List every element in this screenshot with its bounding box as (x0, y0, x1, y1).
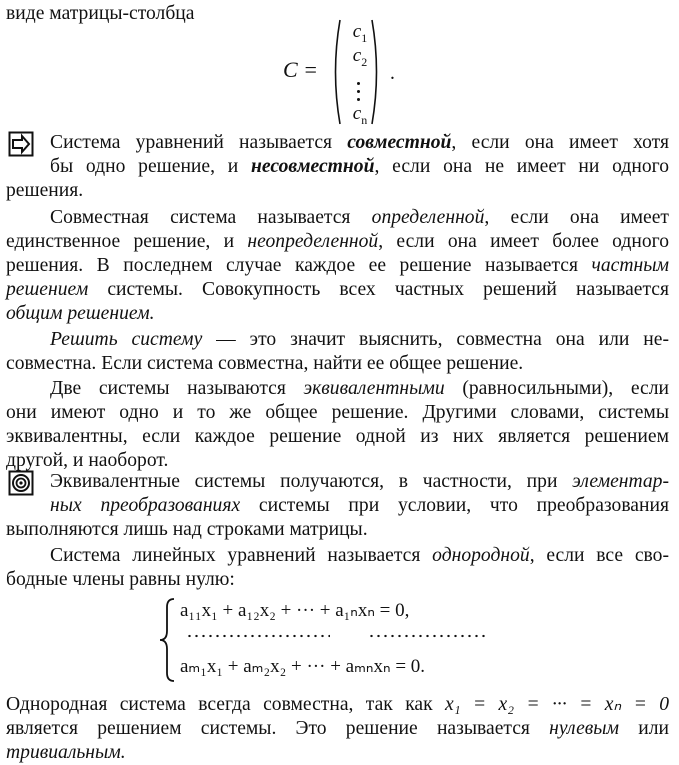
definition-arrow-icon (8, 131, 34, 157)
p1-line-3: решения. (6, 180, 84, 201)
p3-line-1: Решить систему — это значит выяснить, совместна она или не- (50, 329, 669, 350)
vector-entry-2: $c_2$ (352, 45, 368, 69)
dotted-row-gap (330, 633, 370, 639)
p1-line-2: бы одно решение, и несовместной, если она не имеет ни одного (50, 156, 669, 177)
column-vector-formula (0, 10, 679, 125)
equation-1: a₁₁x₁ + a₁₂x₂ + ··· + a₁ₙxₙ = 0, (180, 600, 410, 621)
p3-line-2: совместна. Если система совместна, найти ее общее решение. (6, 353, 524, 374)
vector-period: . (390, 63, 395, 84)
p4-line-2: они имеют одно и то же общее решение. Другими словами, системы (6, 402, 669, 423)
vector-entry-n: $c_n$ (352, 103, 368, 127)
target-icon (8, 470, 34, 496)
p6-line-1: Система линейных уравнений называется однородной, если все сво- (50, 545, 669, 566)
p5-line-3: выполняются лишь над строками матрицы. (6, 519, 368, 540)
intro-line: виде матрицы-столбца (6, 3, 195, 24)
p4-line-3: эквивалентны, если каждое решение одной из них является решением (6, 426, 669, 447)
p5-line-2: ных преобразованиях системы при условии, что преобразования (50, 495, 669, 516)
p2-line-5: общим решением. (6, 303, 155, 324)
left-brace (158, 597, 176, 683)
homogeneous-system (0, 595, 679, 685)
p2-line-4: решением системы. Совокупность всех частных решений называется (6, 279, 669, 300)
vector-entry-1: $c_1$ (352, 21, 368, 45)
vector-lhs: C = (283, 57, 319, 82)
left-paren (330, 18, 342, 126)
p7-line-1: Однородная система всегда совместна, так как x₁ = x₂ = ··· = xₙ = 0 (6, 694, 669, 715)
p2-line-3: решения. В последнем случае каждое ее решение называется частным (6, 255, 669, 276)
p5-line-1: Эквивалентные системы получаются, в частности, при элементар- (50, 471, 669, 492)
right-paren (370, 18, 382, 126)
p4-line-4: другой, и наоборот. (6, 450, 169, 471)
p1-line-1: Система уравнений называется совместной, если она имеет хотя (50, 132, 669, 153)
p2-line-1: Совместная система называется определенной, если она имеет (50, 207, 669, 228)
p4-line-1: Две системы называются эквивалентными (равносильными), если (50, 378, 669, 399)
equation-m: aₘ₁x₁ + aₘ₂x₂ + ··· + aₘₙxₙ = 0. (180, 656, 426, 677)
p2-line-2: единственное решение, и неопределенной, если она имеет более одного (6, 231, 669, 252)
p6-line-2: бодные члены равны нулю: (6, 569, 235, 590)
p7-line-2: является решением системы. Это решение называется нулевым или (6, 718, 669, 739)
p7-line-3: тривиальным. (6, 742, 126, 763)
